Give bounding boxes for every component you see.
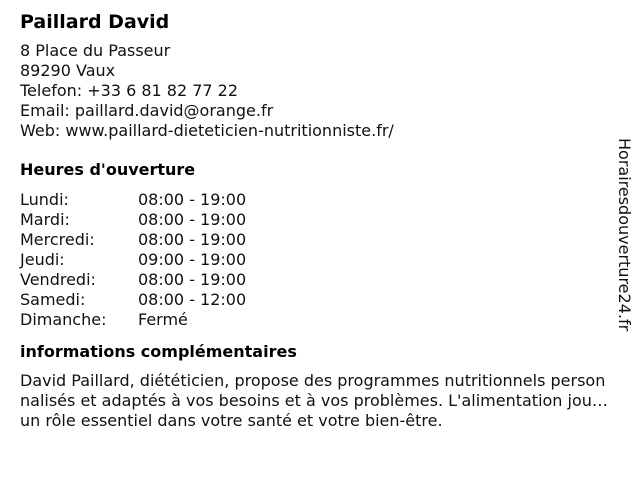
site-watermark: Horairesdouverture24.fr [615,138,634,332]
hours-time: 09:00 - 19:00 [138,250,247,269]
hours-row [20,190,612,210]
hours-time: 08:00 - 19:00 [138,210,247,229]
address-city: 89290 Vaux [20,61,116,80]
business-card [20,10,612,430]
email-line: Email: paillard.david@orange.fr [20,101,274,120]
hours-row [20,310,612,330]
hours-day: Vendredi: [20,270,96,289]
info-heading: informations complémentaires [20,342,297,361]
hours-row [20,210,612,230]
hours-row [20,250,612,270]
hours-time: 08:00 - 19:00 [138,190,247,209]
phone-line: Telefon: +33 6 81 82 77 22 [20,81,239,100]
hours-time: Fermé [138,310,188,329]
web-line: Web: www.paillard-dieteticien-nutritionniste.fr/ [20,121,394,140]
hours-table [20,190,612,330]
business-name: Paillard David [20,11,170,33]
hours-time: 08:00 - 19:00 [138,230,247,249]
address-street: 8 Place du Passeur [20,41,171,60]
hours-time: 08:00 - 12:00 [138,290,247,309]
hours-row [20,230,612,250]
hours-day: Mardi: [20,210,70,229]
hours-day: Jeudi: [20,250,65,269]
hours-day: Mercredi: [20,230,95,249]
hours-time: 08:00 - 19:00 [138,270,247,289]
hours-row [20,290,612,310]
hours-day: Samedi: [20,290,86,309]
business-description: David Paillard, diététicien, propose des programmes nutritionnels personnalisés et adaptés à vos besoins et à vos problèmes. L'alimentation joue un rôle essentiel dans votre santé et votre bien-être. [20,371,606,430]
hours-day: Dimanche: [20,310,107,329]
hours-row [20,270,612,290]
hours-heading: Heures d'ouverture [20,160,196,179]
hours-day: Lundi: [20,190,69,209]
